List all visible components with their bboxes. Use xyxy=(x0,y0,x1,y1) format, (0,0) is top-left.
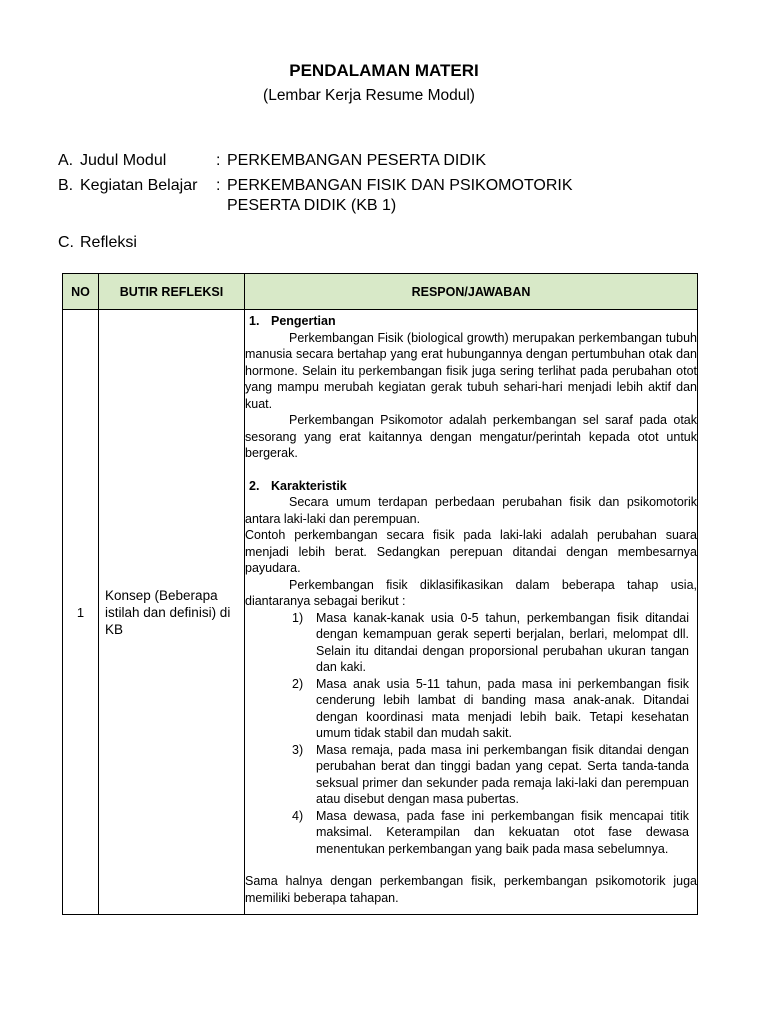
header-no: NO xyxy=(63,274,99,310)
paragraph-klasifikasi: Perkembangan fisik diklasifikasikan dalam beberapa tahap usia, diantaranya sebagai berikut : xyxy=(245,577,697,608)
section-number: 2. xyxy=(249,478,260,493)
list-text: Masa dewasa, pada fase ini perkembangan fisik mencapai titik maksimal. Keterampilan dan kekuatan otot fase dewasa menentukan perkembangan yang baik pada masa sebelumnya. xyxy=(316,808,689,856)
row-number: 1 xyxy=(63,310,99,915)
respon-content xyxy=(245,310,697,914)
paragraph-perkembangan-psikomotor: Perkembangan Psikomotor adalah perkembangan sel saraf pada otak sesorang yang erat kaitannya dengan mengatur/perintah kepada otot untuk bergerak. xyxy=(245,413,697,460)
section-heading-karakteristik xyxy=(245,478,697,495)
meta-colon-b: : xyxy=(216,177,221,194)
list-text: Masa anak usia 5-11 tahun, pada masa ini perkembangan fisik cenderung lebih lambat di banding masa anak-anak. Ditandai dengan koordinasi mata menjadi lebih baik. Tetapi kesehatan umum tidak stabil dan mudah sakit. xyxy=(316,676,689,740)
list-number: 3) xyxy=(292,742,304,757)
list-text: Masa kanak-kanak usia 0-5 tahun, perkembangan fisik ditandai dengan kemampuan gerak seperti berjalan, berlari, melompat dll. Selain itu ditandai dengan proporsional perubahan ukuran tangan dan kaki. xyxy=(316,610,689,674)
meta-letter-c: C. xyxy=(58,234,74,251)
page-subtitle: (Lembar Kerja Resume Modul) xyxy=(263,87,475,104)
meta-label-judul-modul: Judul Modul xyxy=(80,152,167,169)
paragraph-perbedaan: Secara umum terdapan perbedaan perubahan fisik dan psikomotorik antara laki-laki dan perempuan. xyxy=(245,495,697,526)
section-heading-pengertian xyxy=(245,313,697,330)
list-item xyxy=(292,808,689,858)
meta-colon-a: : xyxy=(216,152,221,169)
list-text: Masa remaja, pada masa ini perkembangan fisik ditandai dengan perubahan berat dan tinggi badan yang cepat. Serta tanda-tanda seksual primer dan sekunder pada remaja laki-laki dan perempuan atau disebut dengan masa pubertas. xyxy=(316,742,689,806)
table-row xyxy=(63,310,698,915)
list-item xyxy=(292,676,689,742)
header-butir-refleksi: BUTIR REFLEKSI xyxy=(99,274,245,310)
section-title: Karakteristik xyxy=(271,478,347,493)
section-title: Pengertian xyxy=(271,314,336,328)
meta-label-kegiatan-belajar: Kegiatan Belajar xyxy=(80,177,198,194)
meta-letter-b: B. xyxy=(58,177,74,194)
butir-refleksi-text: Konsep (Beberapa istilah dan definisi) di KB xyxy=(99,310,245,915)
paragraph-perkembangan-fisik: Perkembangan Fisik (biological growth) merupakan perkembangan tubuh manusia secara bertahap yang erat hubungannya dengan pertumbuhan otak dan hormone. Selain itu perkembangan fisik juga sering terlihat pada perubahan otot yang mampu merubah kegiatan gerak tubuh sehari-hari menjadi lebih aktif dan kuat. xyxy=(245,330,697,411)
meta-value-judul-modul: PERKEMBANGAN PESERTA DIDIK xyxy=(227,152,487,169)
meta-value-kegiatan-line2: PESERTA DIDIK (KB 1) xyxy=(227,197,397,214)
list-item xyxy=(292,742,689,808)
page-title: PENDALAMAN MATERI xyxy=(289,61,479,80)
meta-letter-a: A. xyxy=(58,152,74,169)
paragraph-psikomotorik-tahapan: Sama halnya dengan perkembangan fisik, perkembangan psikomotorik juga memiliki beberapa tahapan. xyxy=(245,874,697,905)
reflection-table xyxy=(62,273,698,915)
respon-cell xyxy=(245,310,698,915)
list-number: 4) xyxy=(292,808,304,823)
meta-value-kegiatan-line1: PERKEMBANGAN FISIK DAN PSIKOMOTORIK xyxy=(227,177,573,194)
meta-label-refleksi: Refleksi xyxy=(80,234,137,251)
list-number: 1) xyxy=(292,610,304,625)
paragraph-contoh: Contoh perkembangan secara fisik pada laki-laki adalah perubahan suara menjadi lebih berat. Sedangkan perepuan ditandai dengan membesarnya payudara. xyxy=(245,528,697,575)
list-number: 2) xyxy=(292,676,304,691)
list-item xyxy=(292,610,689,676)
table-header-row xyxy=(63,274,698,310)
header-respon-jawaban: RESPON/JAWABAN xyxy=(245,274,698,310)
section-number: 1. xyxy=(249,314,260,328)
